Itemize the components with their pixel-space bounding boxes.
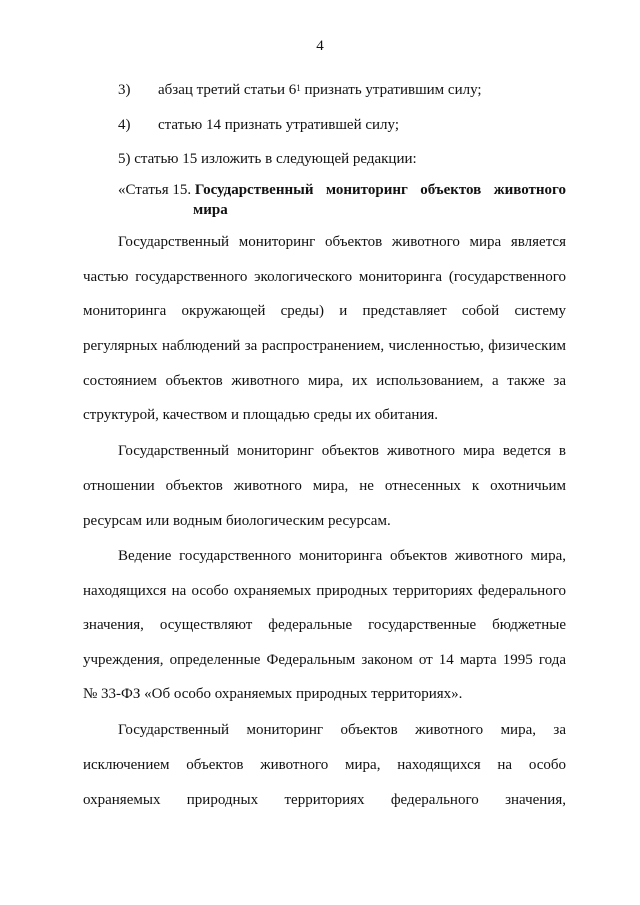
paragraph-line: Государственный мониторинг объектов животного мира, за	[118, 722, 566, 738]
paragraph-line: Ведение государственного мониторинга объектов животного мира,	[118, 548, 566, 564]
article-prefix: «Статья 15.	[118, 182, 192, 198]
paragraph-line: частью государственного экологического мониторинга (государственного	[83, 269, 566, 285]
list-item-5: 5) статью 15 изложить в следующей редакции:	[118, 151, 417, 167]
paragraph-line: состоянием объектов животного мира, их использованием, а также за	[83, 373, 566, 389]
paragraph-line: Государственный мониторинг объектов животного мира ведется в	[118, 443, 566, 459]
list-item-number: 4)	[118, 117, 131, 133]
paragraph-line: учреждения, определенные Федеральным законом от 14 марта 1995 года	[83, 652, 566, 668]
list-item-text: статью 14 признать утратившей силу;	[158, 117, 399, 133]
paragraph-line: отношении объектов животного мира, не отнесенных к охотничьим	[83, 478, 566, 494]
article-title-word: мониторинг	[325, 182, 408, 198]
paragraph-line: № 33-ФЗ «Об особо охраняемых природных территориях».	[83, 686, 463, 702]
paragraph-line: мониторинга окружающей среды) и представляет собой систему	[83, 303, 566, 319]
article-title-line2: мира	[193, 202, 228, 218]
paragraph-line: структурой, качеством и площадью среды их обитания.	[83, 407, 439, 423]
paragraph-line: Государственный мониторинг объектов животного мира является	[118, 234, 566, 250]
article-title-word: Государственный	[194, 182, 314, 198]
paragraph-line: регулярных наблюдений за распространением, численностью, физическим	[83, 338, 566, 354]
paragraph-line: исключением объектов животного мира, находящихся на особо	[83, 757, 566, 773]
paragraph-line: охраняемых природных территориях федерального значения,	[83, 792, 566, 808]
article-heading	[118, 180, 566, 220]
superscript: 1	[296, 83, 301, 93]
paragraph-line: ресурсам или водным биологическим ресурсам.	[83, 513, 391, 529]
list-item-text: абзац третий статьи $6^1$ признать утратившим силу;	[158, 82, 482, 98]
article-title-word: животного	[493, 182, 566, 198]
paragraph-line: значения, осуществляют федеральные государственные бюджетные	[83, 617, 566, 633]
page-number: 4	[316, 38, 324, 54]
list-item-number: 3)	[118, 82, 131, 98]
paragraph-line: находящихся на особо охраняемых природных территориях федерального	[83, 583, 566, 599]
article-title-word: объектов	[420, 182, 482, 198]
